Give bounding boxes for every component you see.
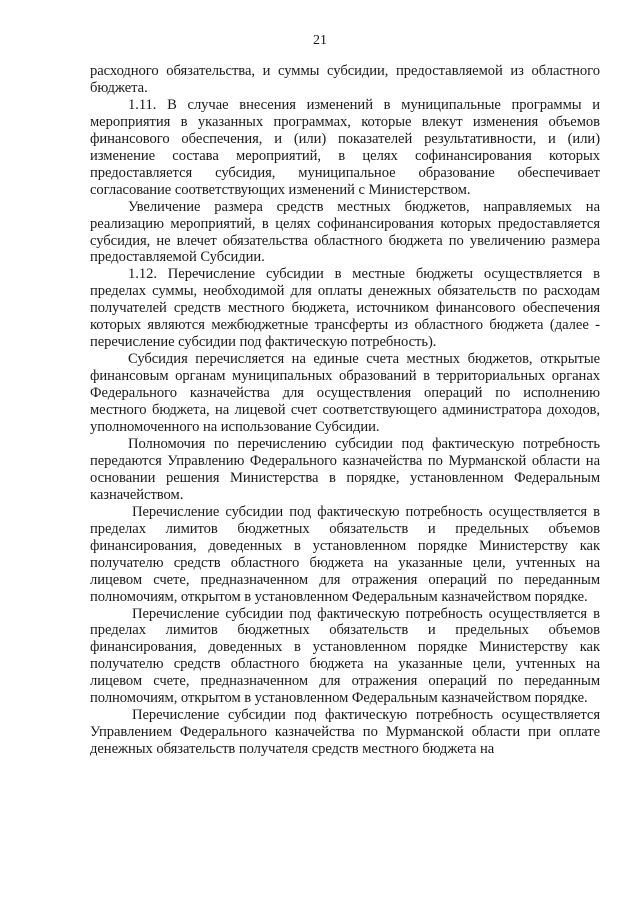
- document-body: [90, 63, 600, 758]
- paragraph-continuation: расходного обязательства, и суммы субсидии, предоставляемой из областного бюджета.: [90, 63, 600, 96]
- paragraph-1-12: 1.12. Перечисление субсидии в местные бюджеты осуществляется в пределах суммы, необходимой для оплаты денежных обязательств по расходам получателей средств местного бюджета, источником финансового обеспечения которых являются межбюджетные трансферты из областного бюджета (далее - перечисление субсидии под фактическую потребность).: [90, 266, 600, 351]
- page-number: 21: [313, 33, 327, 48]
- paragraph-transfer-powers: Полномочия по перечислению субсидии под фактическую потребность передаются Управлению Федерального казначейства по Мурманской области на основании решения Министерства в порядке, установленном Федеральным казначейством.: [90, 435, 600, 503]
- paragraph-budget-increase: Увеличение размера средств местных бюджетов, направляемых на реализацию мероприятий, в целях софинансирования которых предоставляется субсидия, не влечет обязательства областного бюджета по увеличению размера предоставляемой Субсидии.: [90, 198, 600, 266]
- paragraph-subsidy-accounts: Субсидия перечисляется на единые счета местных бюджетов, открытые финансовым органам муниципальных образований в территориальных органах Федерального казначейства для осуществления операций по исполнению местного бюджета, на лицевой счет соответствующего администратора доходов, уполномоченного на использование Субсидии.: [90, 351, 600, 436]
- paragraph-transfer-limits-2: Перечисление субсидии под фактическую потребность осуществляется в пределах лимитов бюджетных обязательств и предельных объемов финансирования, доведенных в установленном порядке Министерству как получателю средств областного бюджета на указанные цели, учтенных на лицевом счете, предназначенном для отражения операций по переданным полномочиям, открытом в установленном Федеральным казначейством порядке.: [90, 605, 600, 707]
- paragraph-transfer-limits-1: Перечисление субсидии под фактическую потребность осуществляется в пределах лимитов бюджетных обязательств и предельных объемов финансирования, доведенных в установленном порядке Министерству как получателю средств областного бюджета на указанные цели, учтенных на лицевом счете, предназначенном для отражения операций по переданным полномочиям, открытом в установленном Федеральным казначейством порядке.: [90, 503, 600, 605]
- paragraph-treasury-transfer: Перечисление субсидии под фактическую потребность осуществляется Управлением Федерального казначейства по Мурманской области при оплате денежных обязательств получателя средств местного бюджета на: [90, 707, 600, 758]
- paragraph-1-11: 1.11. В случае внесения изменений в муниципальные программы и мероприятия в указанных программах, которые влекут изменения объемов финансового обеспечения, и (или) показателей результативности, и (или) изменение состава мероприятий, в целях софинансирования которых предоставляется субсидия, муниципальное образование обеспечивает согласование соответствующих изменений с Министерством.: [90, 96, 600, 198]
